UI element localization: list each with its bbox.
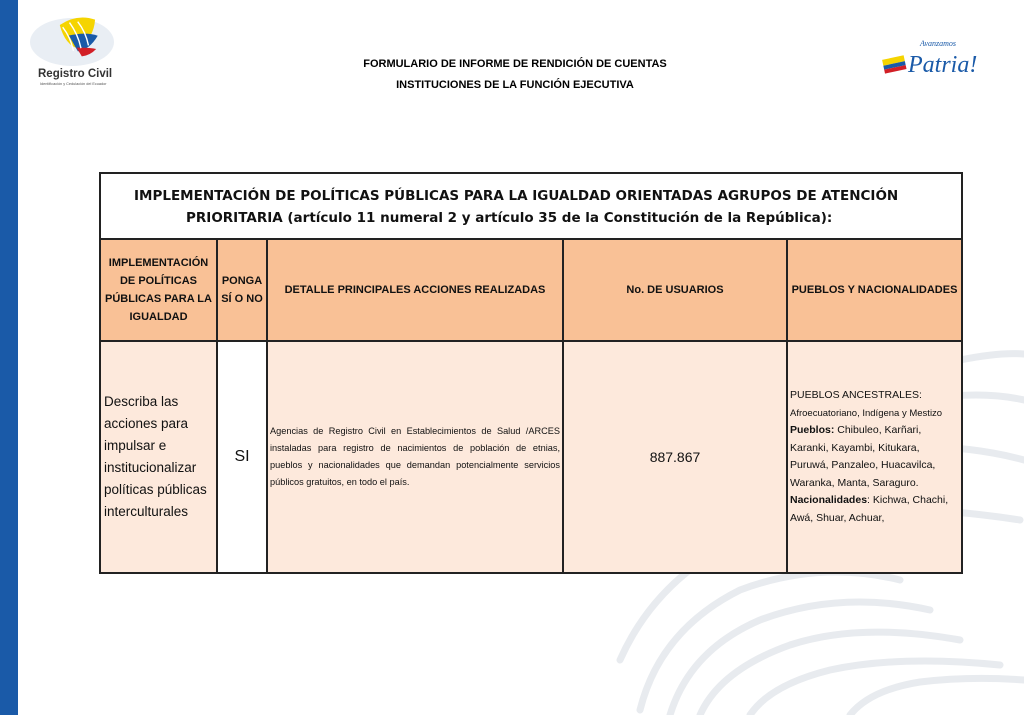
table-title-line1: IMPLEMENTACIÓN DE POLÍTICAS PÚBLICAS PARA LA IGUALDAD ORIENTADAS AGRUPOS DE ATENCIÓN <box>134 188 899 204</box>
table-row <box>101 342 961 572</box>
cell-detail-text: Agencias de Registro Civil en Establecimientos de Salud /ARCES instaladas para registro de nacimientos de población de etnias, pueblos y nacionalidades que demandan potencialmente servicios públicos gratuitos, en todo el país. <box>270 426 560 487</box>
cell-detail <box>268 342 564 572</box>
header-ponga-si-no: PONGA SÍ O NO <box>218 240 268 340</box>
svg-text:Avanzamos: Avanzamos <box>920 39 956 48</box>
svg-text:Patria!: Patria! <box>908 52 978 78</box>
pueblos-ancestrales-label: PUEBLOS ANCESTRALES: <box>790 389 922 401</box>
left-blue-band <box>0 0 18 715</box>
policy-table <box>99 172 963 574</box>
form-subtitle: INSTITUCIONES DE LA FUNCIÓN EJECUTIVA <box>396 79 634 91</box>
nacionalidades-list: Nacionalidades: Kichwa, Chachi, Awá, Shuar, Achuar, <box>790 494 949 524</box>
header-implementacion: IMPLEMENTACIÓN DE POLÍTICAS PÚBLICAS PARA LA IGUALDAD <box>101 240 218 340</box>
header-pueblos: PUEBLOS Y NACIONALIDADES <box>791 284 958 296</box>
cell-users: 887.867 <box>564 342 788 572</box>
header-detalle: DETALLE PRINCIPALES ACCIONES REALIZADAS <box>268 240 564 340</box>
cell-pueblos <box>788 342 961 572</box>
svg-text:Registro Civil: Registro Civil <box>38 68 113 80</box>
pueblos-ancestrales-value: Afroecuatoriano, Indígena y Mestizo <box>790 407 943 419</box>
cell-yes-no: SI <box>218 342 268 572</box>
table-header-row <box>101 240 961 342</box>
form-title: FORMULARIO DE INFORME DE RENDICIÓN DE CUENTAS <box>363 58 667 70</box>
registro-civil-logo <box>24 14 124 94</box>
table-title <box>101 174 961 240</box>
header-no-usuarios: No. DE USUARIOS <box>564 240 788 340</box>
pueblos-list: Pueblos: Chibuleo, Karñari, Karanki, Kayambi, Kitukara, Puruwá, Panzaleo, Huacavilca, Waranka, Manta, Saraguro. <box>790 424 936 489</box>
table-title-line2: PRIORITARIA (artículo 11 numeral 2 y artículo 35 de la Constitución de la República): <box>186 210 833 226</box>
avanzamos-patria-logo <box>880 34 980 86</box>
cell-description: Describa las acciones para impulsar e institucionalizar políticas públicas interculturales <box>101 342 218 572</box>
svg-text:Identificación y Cedulación de: Identificación y Cedulación del Ecuador <box>40 82 107 86</box>
